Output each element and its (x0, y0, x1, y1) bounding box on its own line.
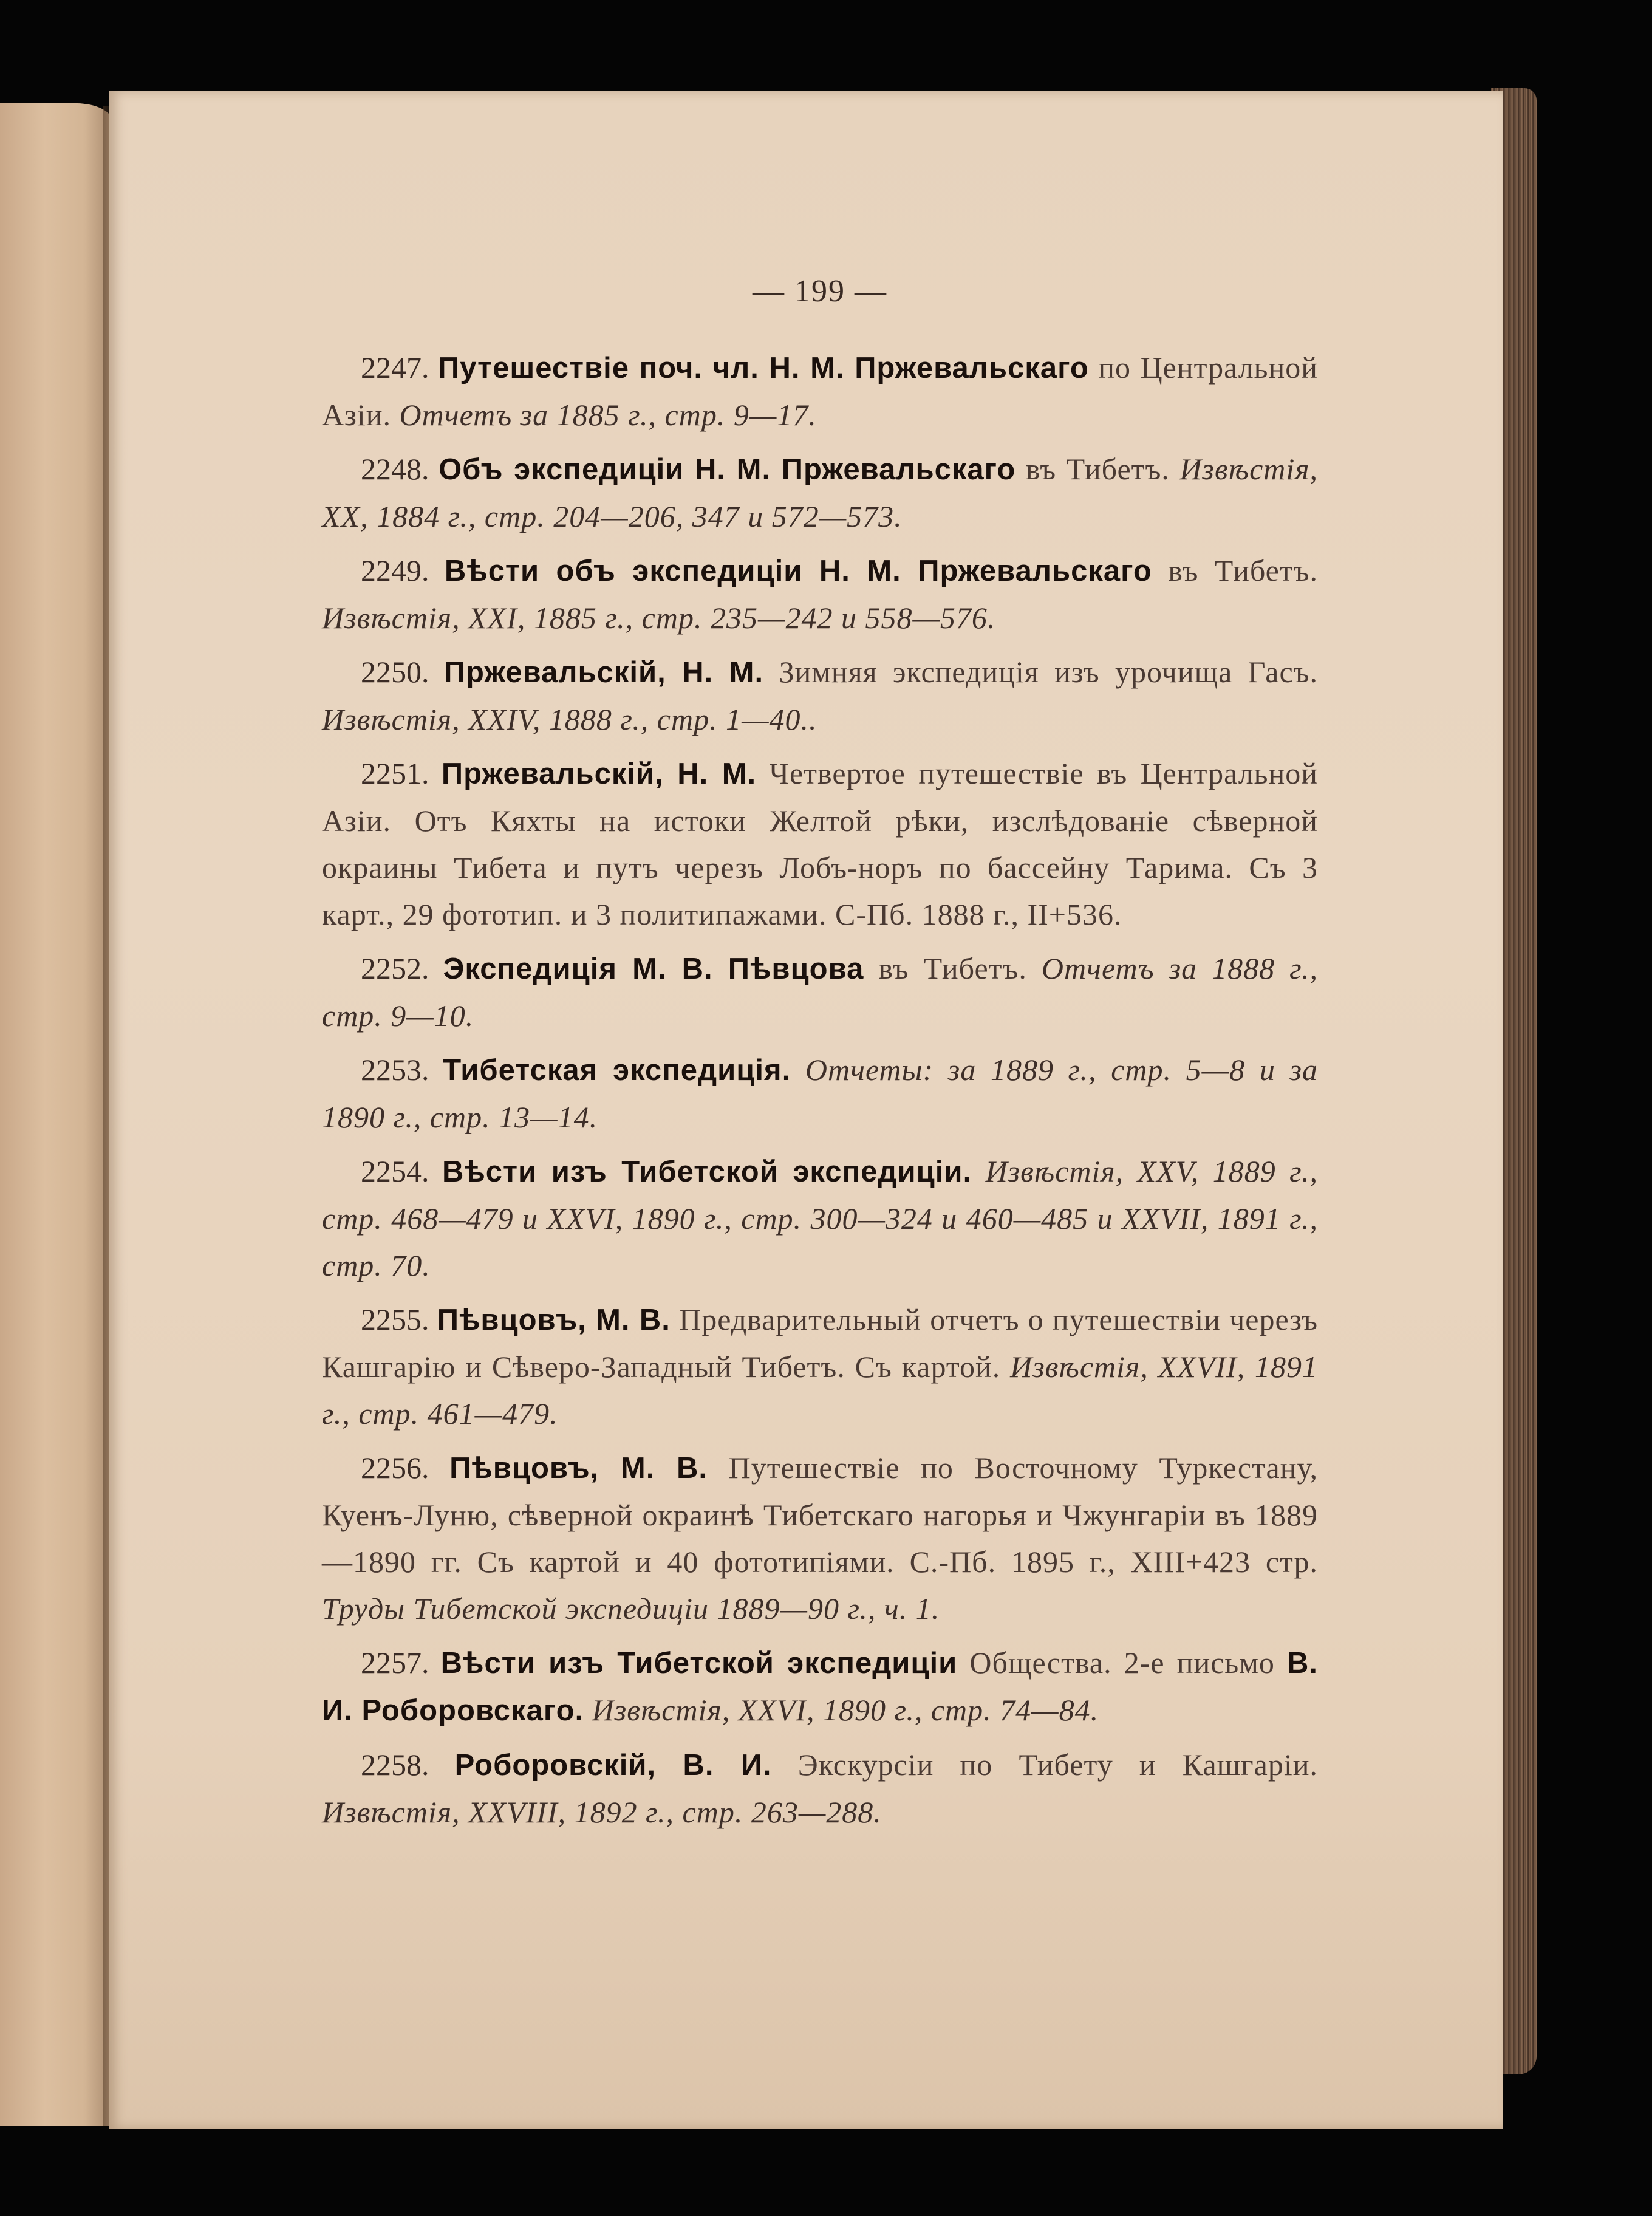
entry-source: Извѣстія, XXI, 1885 г., стр. 235—242 и 558—576. (322, 601, 996, 635)
entry-heading: Пѣвцовъ, М. В. (449, 1452, 708, 1485)
entry-source: Извѣстія, XXIV, 1888 г., стр. 1—40.. (322, 702, 817, 736)
entry-source: Труды Тибетской экспедиціи 1889—90 г., ч. 1. (322, 1592, 940, 1626)
entry-title: въ Тибетъ. (1152, 553, 1319, 587)
bibliography-entry (322, 649, 1318, 743)
entry-number: 2257. (361, 1646, 441, 1680)
bibliography-entry (322, 446, 1318, 540)
entry-heading-secondary: В. И. Роборовскаго. (322, 1647, 1318, 1727)
entry-source: Отчеты: за 1889 г., стр. 5—8 и за 1890 г., стр. 13—14. (322, 1053, 1319, 1134)
entry-title: по Центральной Азіи. (322, 351, 1318, 432)
entry-heading: Тибетская экспедиція. (443, 1054, 791, 1087)
entry-heading: Вѣсти изъ Тибетской экспедиціи (440, 1647, 958, 1680)
entry-heading: Пржевальскій, Н. М. (443, 656, 764, 689)
entry-heading: Пржевальскій, Н. М. (441, 757, 757, 790)
entry-source: Отчетъ за 1888 г., стр. 9—10. (322, 951, 1318, 1033)
entry-number: 2248. (361, 452, 439, 486)
entry-title: въ Тибетъ. (864, 951, 1042, 985)
entry-source: Отчетъ за 1885 г., стр. 9—17. (399, 398, 817, 432)
entry-title: Экскурсіи по Тибету и Кашгаріи. (771, 1748, 1319, 1782)
bibliography-entry (322, 750, 1318, 938)
page-content (322, 273, 1318, 1843)
bibliography-entry (322, 1296, 1318, 1437)
entry-number: 2252. (361, 951, 443, 985)
bibliography-entry (322, 945, 1318, 1039)
entry-title: Предварительный отчетъ о путешествіи черезъ Кашгарію и Сѣверо-Западный Тибетъ. Съ картой. (322, 1302, 1318, 1384)
bibliography-entry (322, 1742, 1318, 1836)
entry-source: Извѣстія, XXVII, 1891 г., стр. 461—479. (322, 1350, 1318, 1431)
entry-heading: Роборовскій, В. И. (454, 1749, 772, 1782)
entry-source: Извѣстія, XXV, 1889 г., стр. 468—479 и XXVI, 1890 г., стр. 300—324 и 460—485 и XXVII, 1891 г., стр. 70. (322, 1154, 1319, 1282)
entry-title (972, 1154, 985, 1188)
entry-heading: Путешествіе поч. чл. Н. М. Пржевальскаго (438, 352, 1089, 385)
entry-title: Путешествіе по Восточному Туркестану, Куенъ-Луню, сѣверной окраинѣ Тибетскаго нагорья и Чжунгаріи въ 1889—1890 гг. Съ картой и 40 фототипіями. С.-Пб. 1895 г., XIII+423 стр. (322, 1451, 1318, 1579)
entry-number: 2250. (361, 655, 444, 689)
entry-number: 2249. (361, 553, 445, 587)
entry-heading: Вѣсти изъ Тибетской экспедиціи. (442, 1155, 972, 1188)
entry-source: Извѣстія, XXVIII, 1892 г., стр. 263—288. (322, 1795, 882, 1829)
entry-source: Извѣстія, XXVI, 1890 г., стр. 74—84. (584, 1693, 1099, 1727)
bibliography-entry (322, 1047, 1318, 1141)
bibliography-entry (322, 1148, 1318, 1289)
entry-title: въ Тибетъ. (1015, 452, 1180, 486)
entry-heading: Экспедиція М. В. Пѣвцова (443, 952, 864, 985)
bibliography-entry (322, 1640, 1318, 1734)
previous-page-edge (0, 103, 112, 2126)
entry-number: 2255. (361, 1302, 437, 1336)
page-number: — 199 — (753, 274, 887, 309)
entry-number: 2253. (361, 1053, 443, 1087)
bibliography-entry (322, 1445, 1318, 1632)
entry-title (791, 1053, 805, 1087)
entry-number: 2258. (361, 1748, 455, 1782)
entry-heading: Объ экспедиціи Н. М. Пржевальскаго (439, 453, 1016, 486)
bibliography-entry (322, 344, 1318, 439)
entry-heading: Вѣсти объ экспедиціи Н. М. Пржевальскаго (444, 555, 1152, 587)
entry-number: 2256. (361, 1451, 450, 1485)
entry-number: 2251. (361, 756, 442, 790)
entry-heading: Пѣвцовъ, М. В. (437, 1304, 671, 1336)
entry-source: Извѣстія, XX, 1884 г., стр. 204—206, 347 и 572—573. (322, 452, 1319, 533)
entry-number: 2247. (361, 351, 439, 385)
bibliography-entry (322, 547, 1318, 641)
entry-title: Зимняя экспедиція изъ урочища Гасъ. (763, 655, 1318, 689)
entry-title: Четвертое путешествіе въ Центральной Азіи. Отъ Кяхты на истоки Желтой рѣки, изслѣдованіе сѣверной окраины Тибета и путъ черезъ Лобъ-норъ по бассейну Тарима. Съ 3 карт., 29 фототип. и 3 политипажами. С-Пб. 1888 г., II+536. (322, 756, 1318, 931)
entry-number: 2254. (361, 1154, 442, 1188)
entry-title: Общества. 2-е письмо (957, 1646, 1287, 1680)
